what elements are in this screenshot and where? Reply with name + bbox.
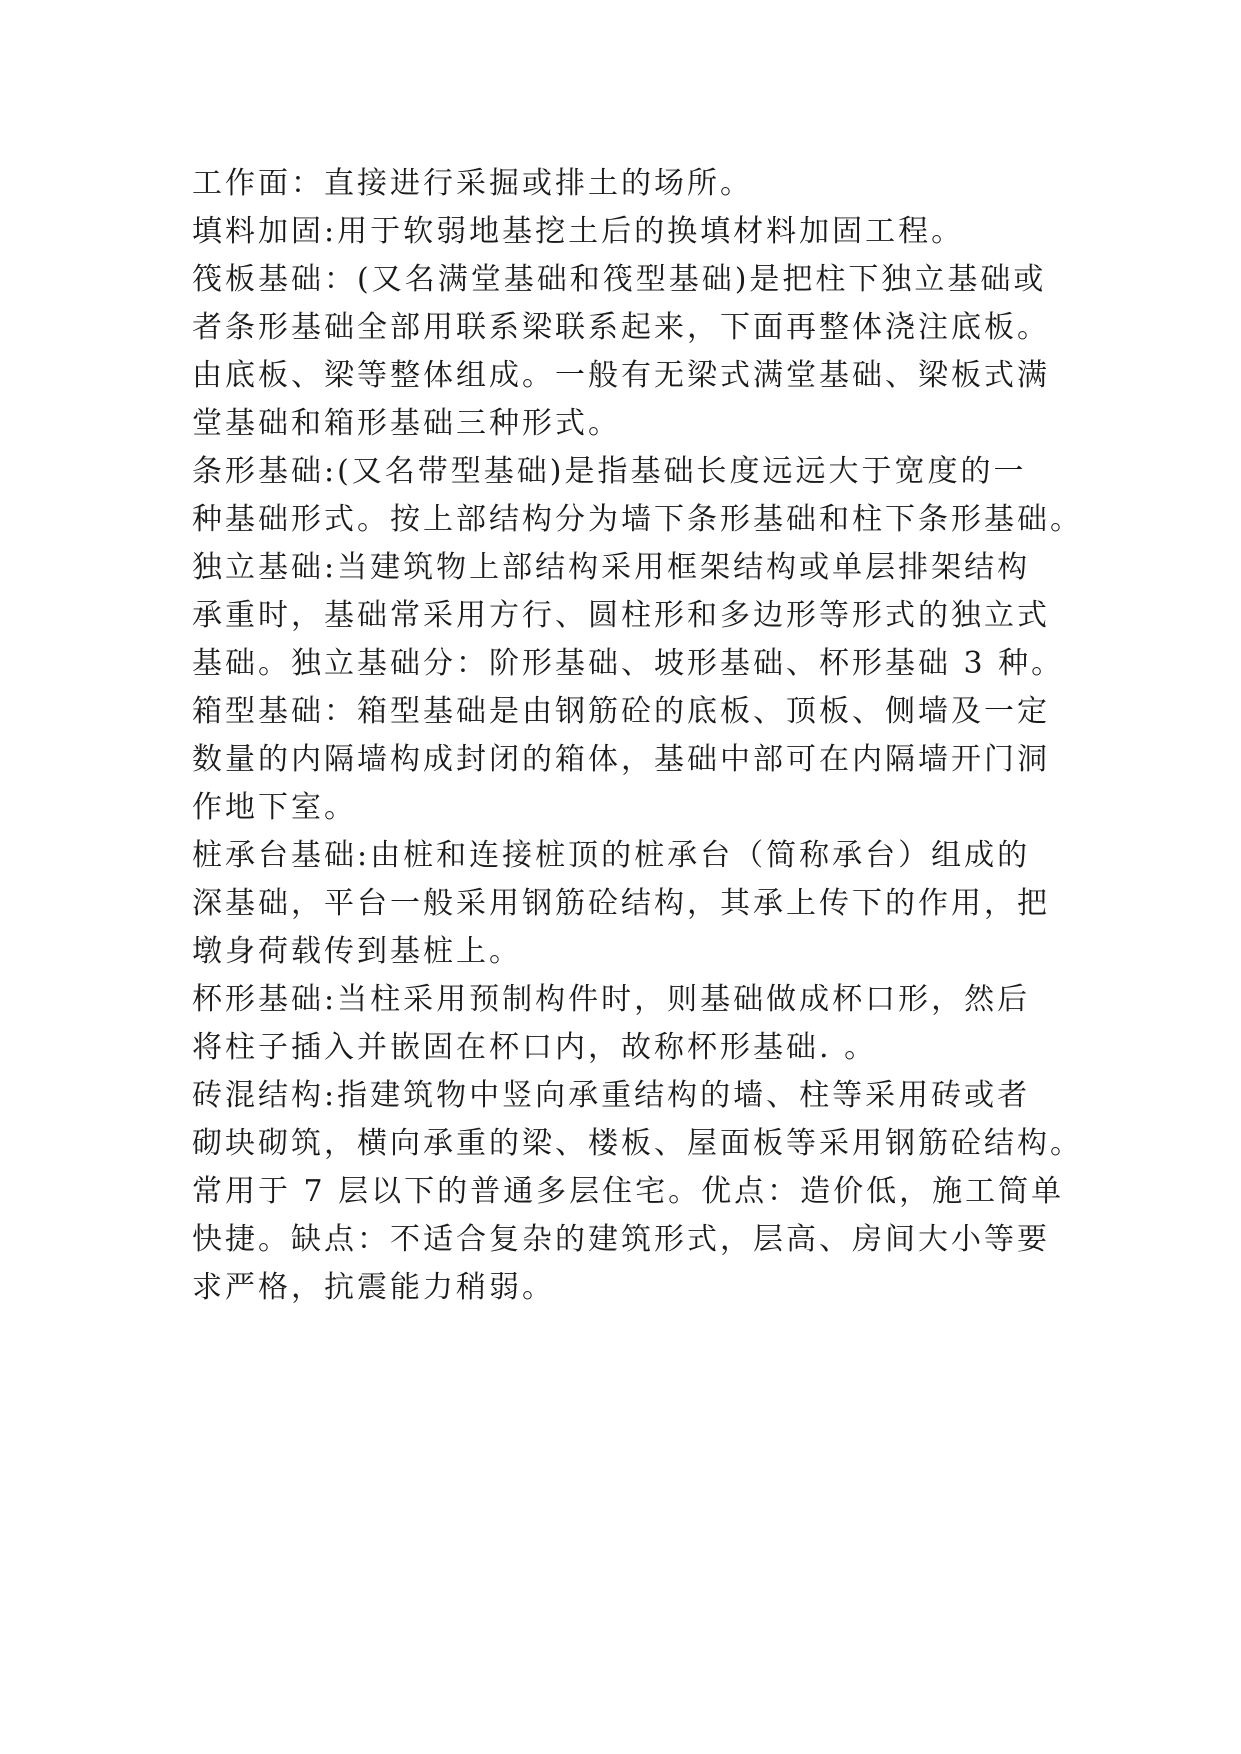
text-line: 桩承台基础:由桩和连接桩顶的桩承台（简称承台）组成的 [192,838,1031,873]
text-line: 求严格，抗震能力稍弱。 [192,1270,555,1305]
text-line: 条形基础:(又名带型基础)是指基础长度远远大于宽度的一 [192,454,1027,489]
text-line: 杯形基础:当柱采用预制构件时，则基础做成杯口形，然后 [192,982,1031,1017]
text-line: 箱型基础：箱型基础是由钢筋砼的底板、顶板、侧墙及一定 [192,694,1050,729]
body-text [192,160,1083,1312]
text-line: 独立基础:当建筑物上部结构采用框架结构或单层排架结构 [192,550,1031,585]
text-line: 墩身荷载传到基桩上。 [192,934,522,969]
text-line: 填料加固:用于软弱地基挖土后的换填材料加固工程。 [192,214,965,249]
text-line: 作地下室。 [192,790,357,825]
text-line: 砖混结构:指建筑物中竖向承重结构的墙、柱等采用砖或者 [192,1078,1031,1113]
text-line: 深基础，平台一般采用钢筋砼结构，其承上传下的作用，把 [192,886,1050,921]
text-line: 由底板、梁等整体组成。一般有无梁式满堂基础、梁板式满 [192,358,1050,393]
text-line: 将柱子插入并嵌固在杯口内，故称杯形基础. 。 [192,1030,878,1065]
text-line: 者条形基础全部用联系梁联系起来，下面再整体浇注底板。 [192,310,1050,345]
text-line: 砌块砌筑，横向承重的梁、楼板、屋面板等采用钢筋砼结构。 [192,1126,1083,1161]
text-line: 堂基础和箱形基础三种形式。 [192,406,621,441]
text-line: 基础。独立基础分：阶形基础、坡形基础、杯形基础 3 种。 [192,646,1065,681]
text-line: 种基础形式。按上部结构分为墙下条形基础和柱下条形基础。 [192,502,1083,537]
text-line: 筏板基础：(又名满堂基础和筏型基础)是把柱下独立基础或 [192,262,1047,297]
text-line: 快捷。缺点：不适合复杂的建筑形式，层高、房间大小等要 [192,1222,1050,1257]
text-line: 承重时，基础常采用方行、圆柱形和多边形等形式的独立式 [192,598,1050,633]
text-line: 数量的内隔墙构成封闭的箱体，基础中部可在内隔墙开门洞 [192,742,1050,777]
text-line: 常用于 7 层以下的普通多层住宅。优点：造价低，施工简单 [192,1174,1065,1209]
text-line: 工作面：直接进行采掘或排土的场所。 [192,166,753,201]
